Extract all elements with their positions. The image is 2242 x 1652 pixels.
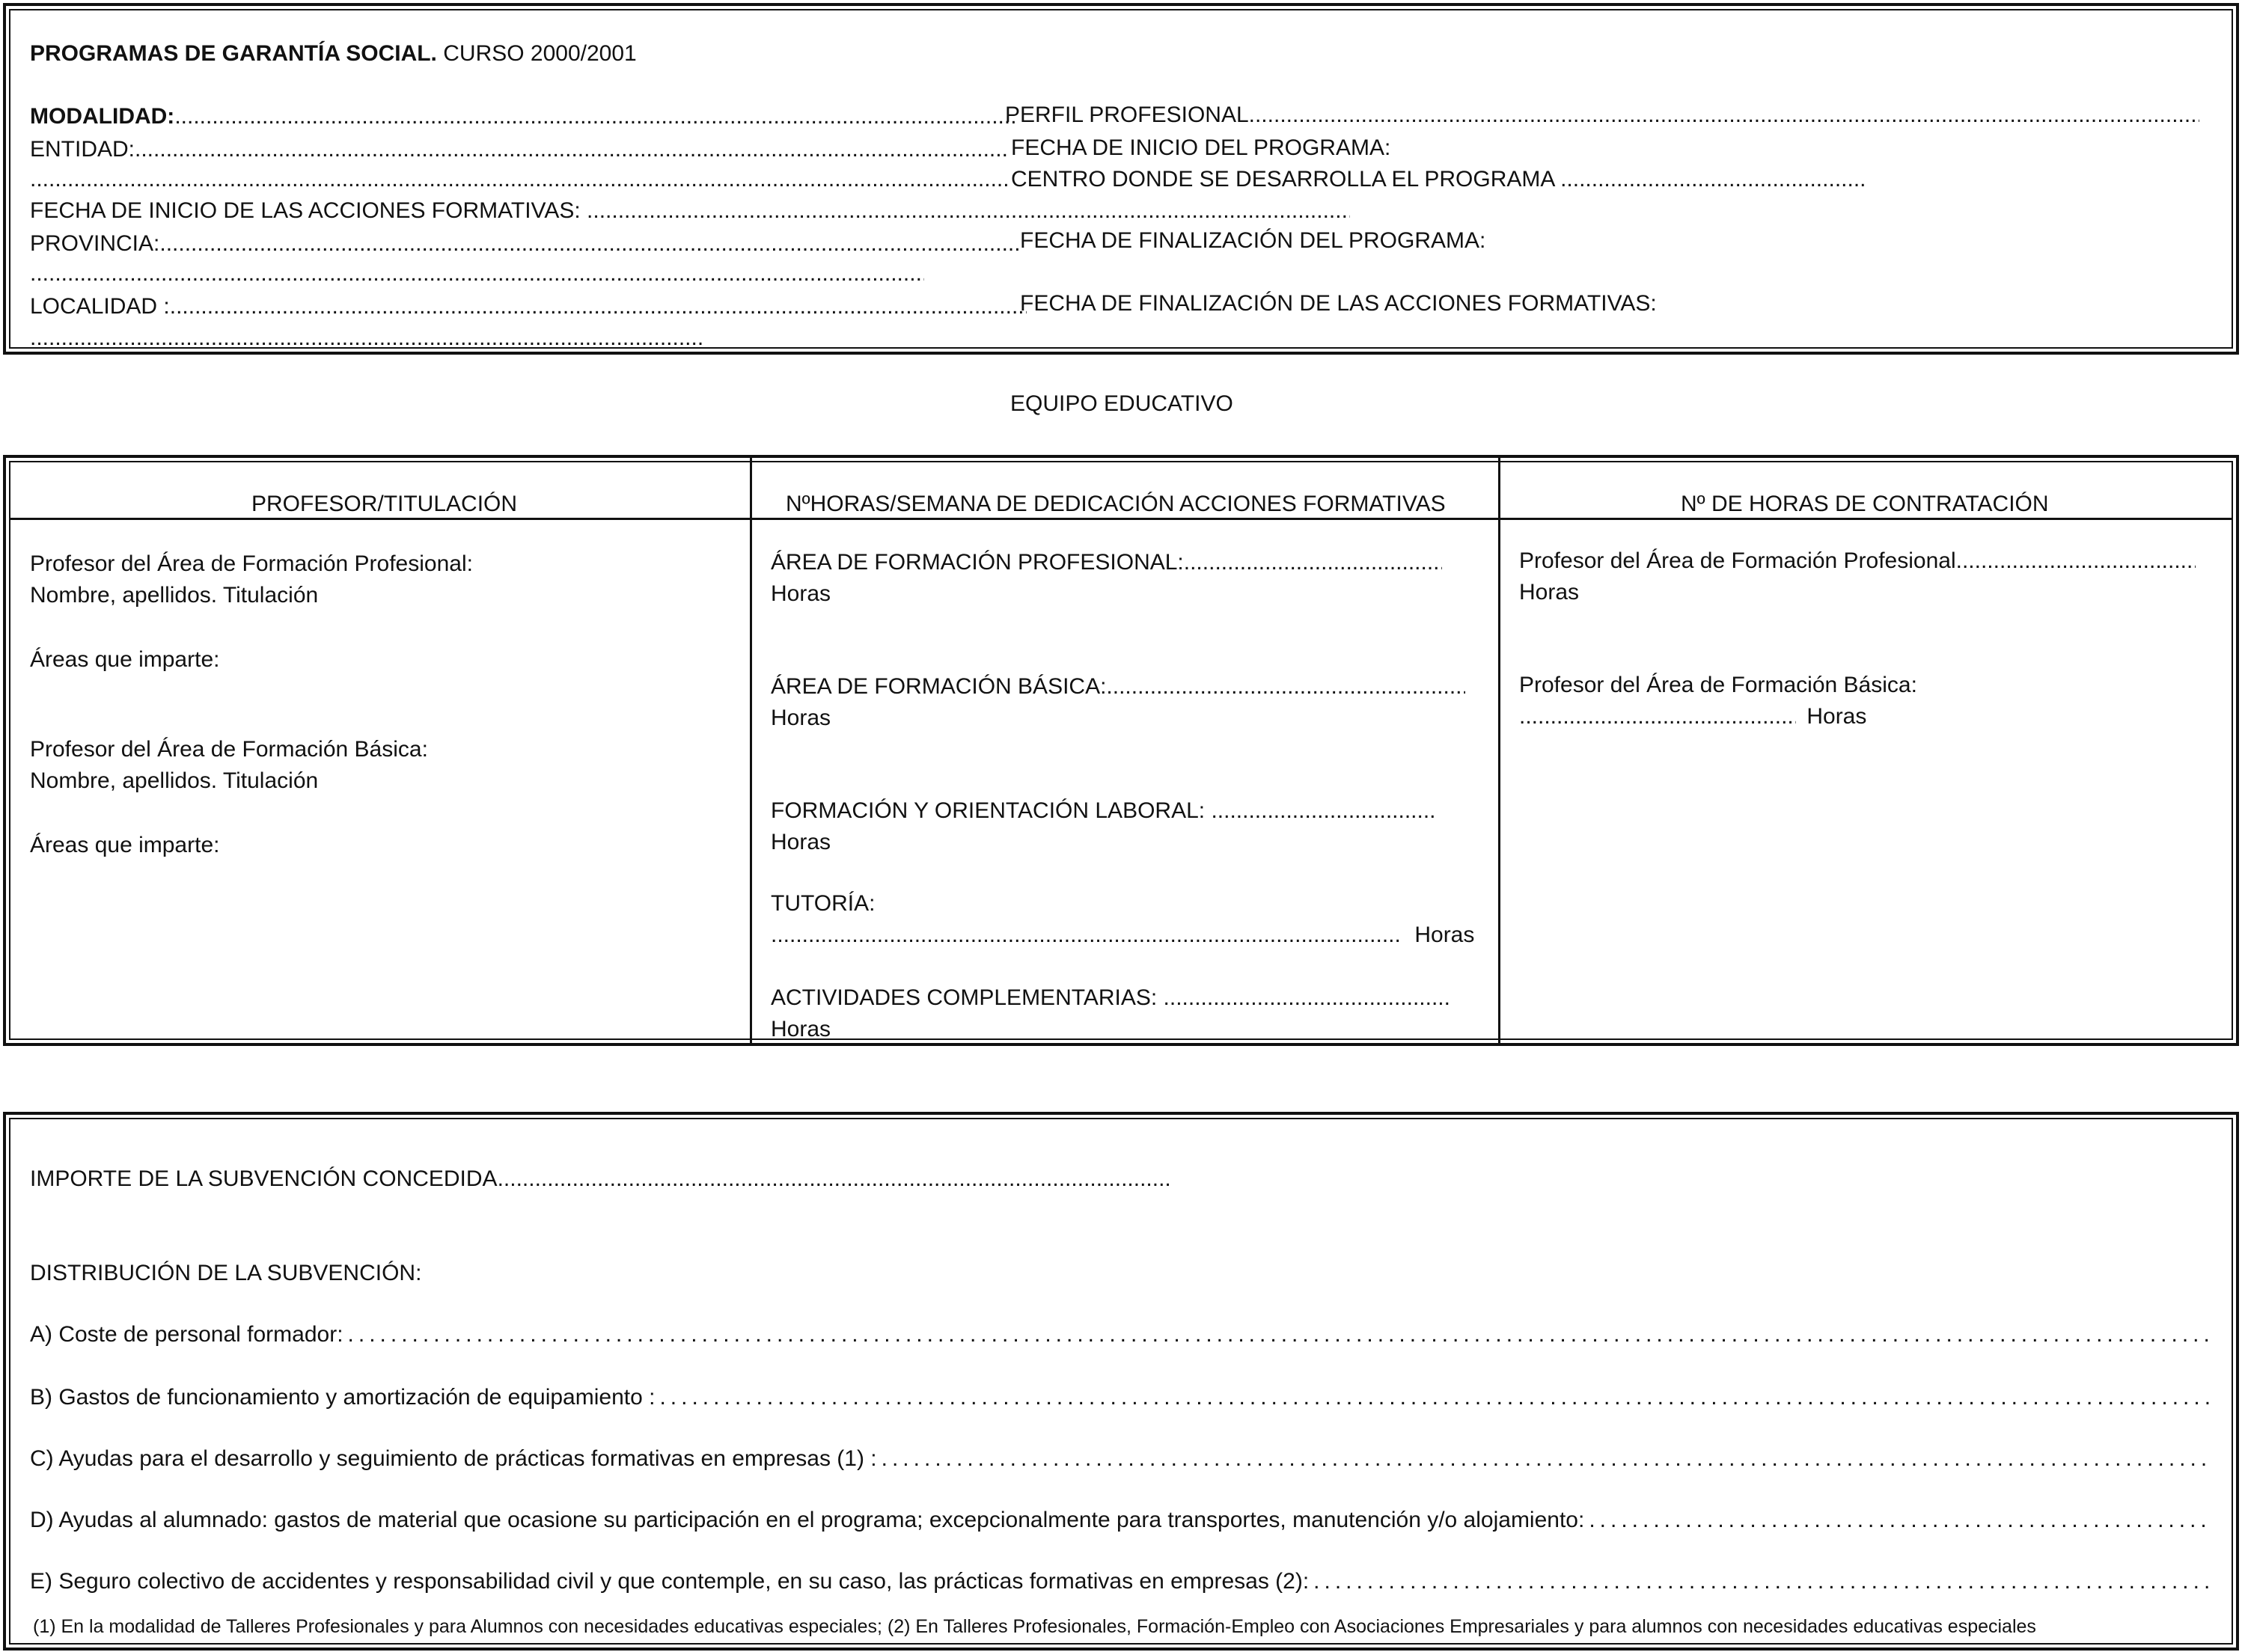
coste-personal-field[interactable]: A) Coste de personal formador: ..... xyxy=(30,1321,2209,1348)
actividades-complementarias-field[interactable]: ACTIVIDADES COMPLEMENTARIAS: ..... xyxy=(771,985,1452,1012)
form-title: PROGRAMAS DE GARANTÍA SOCIAL. CURSO 2000/2001 xyxy=(30,41,637,66)
ayudas-practicas-field[interactable]: C) Ayudas para el desarrollo y seguimiento de prácticas formativas en empresas (1) : ..... xyxy=(30,1446,2209,1472)
nombre-titulacion-fp[interactable]: Nombre, apellidos. Titulación xyxy=(30,583,319,608)
fecha-fin-programa-field[interactable]: FECHA DE FINALIZACIÓN DEL PROGRAMA: xyxy=(1020,228,1486,253)
col-header-profesor: PROFESOR/TITULACIÓN xyxy=(251,492,518,516)
localidad-continuation[interactable] xyxy=(30,325,703,352)
entidad-continuation[interactable] xyxy=(30,166,1010,193)
tutoria-label: TUTORÍA: xyxy=(771,891,876,916)
localidad-field[interactable]: LOCALIDAD :..... xyxy=(30,293,1027,320)
equipo-educativo-table xyxy=(3,455,2239,1046)
centro-field[interactable]: CENTRO DONDE SE DESARROLLA EL PROGRAMA ..... xyxy=(1011,166,1867,193)
contratacion-fb-field[interactable]: ..... Horas xyxy=(1519,703,1866,730)
nombre-titulacion-fb[interactable]: Nombre, apellidos. Titulación xyxy=(30,768,319,793)
area-fp-horas-field[interactable]: ÁREA DE FORMACIÓN PROFESIONAL:..... xyxy=(771,549,1442,576)
contratacion-fp-field[interactable]: Profesor del Área de Formación Profesional..... xyxy=(1519,548,2196,575)
provincia-field[interactable]: PROVINCIA:..... xyxy=(30,230,1020,257)
areas-imparte-fp[interactable]: Áreas que imparte: xyxy=(30,647,220,672)
gastos-funcionamiento-field[interactable]: B) Gastos de funcionamiento y amortización de equipamiento : ..... xyxy=(30,1384,2209,1411)
col-header-horas-contratacion: Nº DE HORAS DE CONTRATACIÓN xyxy=(1681,492,2049,516)
profesor-fb-label: Profesor del Área de Formación Básica: xyxy=(30,737,428,762)
areas-imparte-fb[interactable]: Áreas que imparte: xyxy=(30,833,220,857)
profesor-fp-label: Profesor del Área de Formación Profesional: xyxy=(30,551,473,576)
perfil-profesional-field[interactable]: PERFIL PROFESIONAL..... xyxy=(1005,102,2202,129)
seguro-colectivo-field[interactable]: E) Seguro colectivo de accidentes y responsabilidad civil y que contemple, en su caso, las prácticas formativas en empresas (2): ..... xyxy=(30,1568,2209,1595)
fecha-fin-acciones-field[interactable]: FECHA DE FINALIZACIÓN DE LAS ACCIONES FORMATIVAS: xyxy=(1020,291,1657,316)
provincia-continuation[interactable] xyxy=(30,260,924,287)
equipo-educativo-title: EQUIPO EDUCATIVO xyxy=(1010,391,1233,416)
fol-horas-field[interactable]: FORMACIÓN Y ORIENTACIÓN LABORAL: ..... xyxy=(771,798,1435,825)
area-fb-horas-field[interactable]: ÁREA DE FORMACIÓN BÁSICA:..... xyxy=(771,673,1465,700)
footnote: (1) En la modalidad de Talleres Profesionales y para Alumnos con necesidades educativas especiales; (2) En Talleres Profesionales, Formación-Empleo con Asociaciones Empresariales y para alumnos con necesidades educativas especiales xyxy=(33,1616,2036,1637)
modalidad-field[interactable]: MODALIDAD:..... xyxy=(30,103,992,130)
tutoria-horas-field[interactable]: ..... Horas xyxy=(771,922,1474,949)
ayudas-alumnado-field[interactable]: D) Ayudas al alumnado: gastos de material que ocasione su participación en el programa; excepcionalmente para transportes, manutención y/o alojamiento: ..... xyxy=(30,1507,2209,1534)
fecha-inicio-acciones-field[interactable]: FECHA DE INICIO DE LAS ACCIONES FORMATIVAS: ..... xyxy=(30,198,1350,224)
horas-label: Horas xyxy=(771,706,831,730)
col-header-horas-semana: NºHORAS/SEMANA DE DEDICACIÓN ACCIONES FORMATIVAS xyxy=(786,492,1446,516)
horas-label: Horas xyxy=(771,1017,831,1041)
horas-label: Horas xyxy=(1519,580,1580,605)
distribucion-title: DISTRIBUCIÓN DE LA SUBVENCIÓN: xyxy=(30,1261,422,1285)
header-section xyxy=(3,3,2239,355)
entidad-field[interactable]: ENTIDAD:..... xyxy=(30,136,1007,163)
horas-label: Horas xyxy=(771,830,831,854)
importe-subvencion-field[interactable]: IMPORTE DE LA SUBVENCIÓN CONCEDIDA..... xyxy=(30,1166,1171,1193)
subvencion-section xyxy=(3,1112,2239,1651)
contratacion-fb-label: Profesor del Área de Formación Básica: xyxy=(1519,673,1917,697)
fecha-inicio-programa-field[interactable]: FECHA DE INICIO DEL PROGRAMA: xyxy=(1011,135,1391,160)
horas-label: Horas xyxy=(771,581,831,606)
